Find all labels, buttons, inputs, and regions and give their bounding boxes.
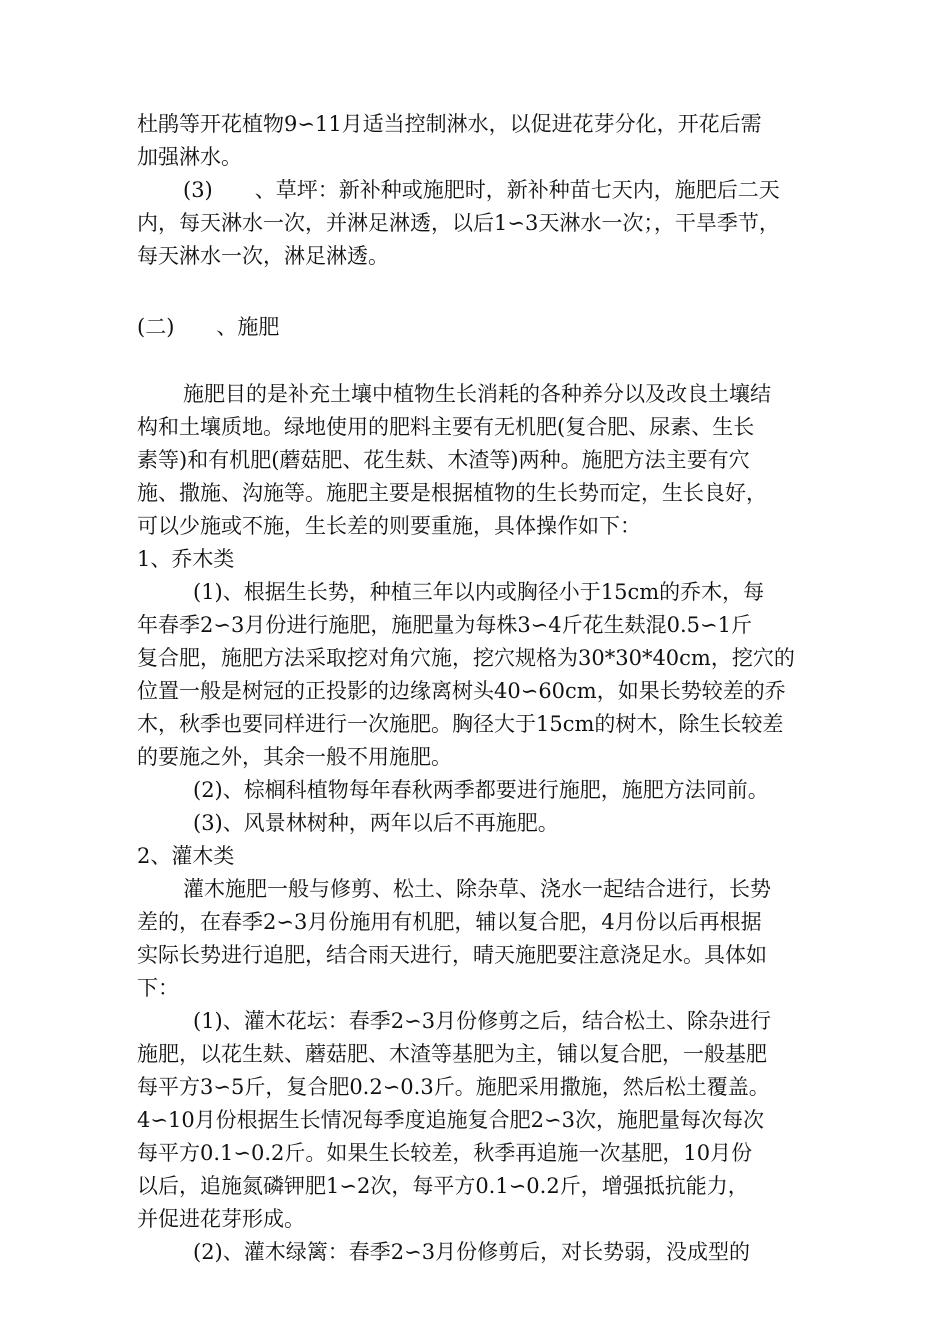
text-line-l20: (3)、风景林树种，两年以后不再施肥。 — [193, 811, 559, 835]
text-line-l16: 位置一般是树冠的正投影的边缘离树头40∽60cm，如果长势较差的乔 — [137, 679, 786, 703]
text-line-l6: (二) 、施肥 — [137, 315, 280, 339]
text-line-l24: 实际长势进行追肥，结合雨天进行，晴天施肥要注意浇足水。具体如 — [137, 943, 767, 967]
text-line-l23: 差的，在春季2∽3月份施用有机肥，辅以复合肥，4月份以后再根据 — [137, 910, 762, 934]
text-line-l26: (1)、灌木花坛：春季2∽3月份修剪之后，结合松土、除杂进行 — [193, 1009, 772, 1033]
text-line-l13: (1)、根据生长势，种植三年以内或胸径小于15cm的乔木，每 — [193, 580, 765, 604]
text-line-l22: 灌木施肥一般与修剪、松土、除杂草、浇水一起结合进行，长势 — [183, 877, 771, 901]
text-line-l19: (2)、棕榈科植物每年春秋两季都要进行施肥，施肥方法同前。 — [193, 778, 769, 802]
text-line-l32: 并促进花芽形成。 — [137, 1207, 305, 1231]
text-line-l7: 施肥目的是补充土壤中植物生长消耗的各种养分以及改良土壤结 — [183, 382, 771, 406]
text-line-l33: (2)、灌木绿篱：春季2∽3月份修剪后，对长势弱，没成型的 — [193, 1240, 751, 1264]
text-line-l9: 素等)和有机肥(蘑菇肥、花生麸、木渣等)两种。施肥方法主要有穴 — [137, 448, 750, 472]
text-line-l17: 木，秋季也要同样进行一次施肥。胸径大于15cm的树木，除生长较差 — [137, 712, 784, 736]
text-line-l30: 每平方0.1∽0.2斤。如果生长较差，秋季再追施一次基肥，10月份 — [137, 1141, 753, 1165]
text-line-l31: 以后，追施氮磷钾肥1∽2次，每平方0.1∽0.2斤，增强抵抗能力， — [137, 1174, 749, 1198]
text-line-l1: 杜鹃等开花植物9∽11月适当控制淋水，以促进花芽分化，开花后需 — [137, 112, 762, 136]
text-line-l10: 施、撒施、沟施等。施肥主要是根据植物的生长势而定，生长良好， — [137, 481, 767, 505]
paragraph-gap — [137, 344, 829, 378]
text-line-l4: 内，每天淋水一次，并淋足淋透，以后1∽3天淋水一次；，干旱季节， — [137, 211, 780, 235]
paragraph-gap — [137, 273, 829, 311]
text-line-l3: (3) 、草坪：新补种或施肥时，新补种苗七天内，施肥后二天 — [183, 178, 780, 202]
text-line-l11: 可以少施或不施，生长差的则要重施，具体操作如下： — [137, 514, 641, 538]
text-line-l2: 加强淋水。 — [137, 145, 242, 169]
text-line-l8: 构和土壤质地。绿地使用的肥料主要有无机肥(复合肥、尿素、生长 — [137, 415, 755, 439]
document-page — [137, 108, 829, 1269]
text-line-l21: 2、灌木类 — [137, 844, 235, 868]
text-line-l27: 施肥，以花生麸、蘑菇肥、木渣等基肥为主，铺以复合肥，一般基肥 — [137, 1042, 767, 1066]
text-line-l15: 复合肥，施肥方法采取挖对角穴施，挖穴规格为30*30*40cm，挖穴的 — [137, 646, 795, 670]
text-line-l12: 1、乔木类 — [137, 547, 235, 571]
text-line-l5: 每天淋水一次，淋足淋透。 — [137, 244, 389, 268]
text-line-l14: 年春季2∽3月份进行施肥，施肥量为每株3∽4斤花生麸混0.5∽1斤 — [137, 613, 752, 637]
text-line-l29: 4∽10月份根据生长情况每季度追施复合肥2∽3次，施肥量每次每次 — [137, 1108, 764, 1132]
text-line-l18: 的要施之外，其余一般不用施肥。 — [137, 745, 452, 769]
text-line-l28: 每平方3∽5斤，复合肥0.2∽0.3斤。施肥采用撒施，然后松土覆盖。 — [137, 1075, 770, 1099]
text-line-l25: 下： — [137, 976, 179, 1000]
